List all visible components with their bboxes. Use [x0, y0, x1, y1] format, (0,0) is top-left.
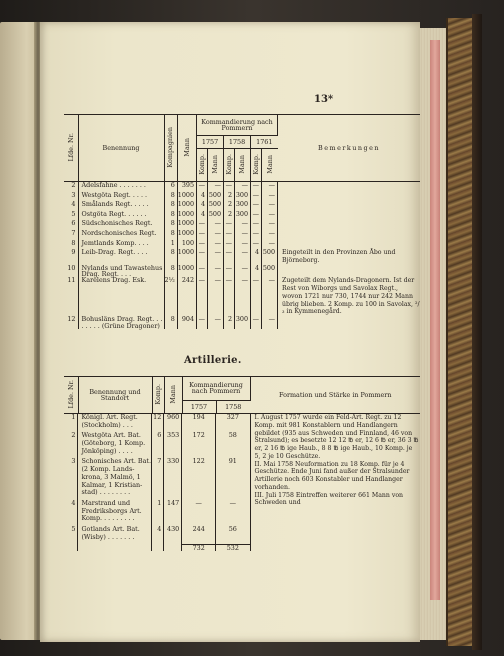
remark-paragraph: II. Mai 1758 Neuformation zu 18 Komp. für je 4 Geschütze. Ende Juni fand außer der Stralsunder Artillerie noch 603 Konstabler und Handlanger vorhanden. [254, 460, 410, 491]
cell-rem: Zugeteilt dem Nylands-Dragonern. Ist der Rest von Wiborgs und Savolax Regt., wovon 1721 nur 730, 1744 nur 242 Mann übrig blieben. 2 Komp. zu 100 in Savolax, ²/₃ in Kymmenegård. [282, 277, 420, 316]
cell-k57: — [197, 220, 208, 230]
cell-y58: — [229, 498, 236, 507]
cell-komp: 8 [164, 201, 177, 211]
header-name: Benennung und Standort [78, 377, 152, 414]
cell-mann: 904 [177, 316, 196, 329]
cell-komp: 12 [152, 414, 164, 432]
cell-nr: 2 [64, 432, 78, 458]
header-name: Benennung [78, 115, 164, 182]
cell-k58: 2 [224, 192, 235, 202]
cell-m61: — [262, 192, 278, 202]
cell-name: Adelsfahne . . . . . . . [78, 182, 164, 192]
cell-komp: 7 [152, 458, 164, 499]
cell-nr: 8 [64, 240, 78, 250]
table-row [64, 526, 250, 544]
empty-cell [164, 544, 182, 551]
cell-rem [278, 192, 420, 202]
cell-mann: 147 [164, 500, 182, 526]
cell-rem: Eingeteilt in den Provinzen Åbo und Björneborg. [282, 249, 396, 264]
totals-row [64, 544, 250, 551]
header-nr: Lfde. Nr. [64, 377, 78, 414]
artillery-rows-cell [64, 414, 250, 552]
artillery-remarks [250, 414, 420, 552]
cell-k61: — [251, 240, 262, 250]
header-year-1758: 1758 [224, 136, 251, 149]
cavalry-table [64, 114, 420, 329]
cell-nr: 1 [64, 414, 78, 432]
cell-name: Nylands und Tawastehus Drag. Regt. . . . [78, 265, 164, 278]
header-command-group: Kommandierung nach Pommern [197, 115, 278, 136]
cell-komp: 8 [164, 230, 177, 240]
cell-komp: 1 [152, 500, 164, 526]
table-row [64, 432, 250, 458]
cell-m57: — [208, 240, 224, 250]
cell-nr: 7 [64, 230, 78, 240]
artillery-rows [64, 414, 250, 551]
cell-k58: — [224, 277, 235, 316]
cell-m61: — [262, 220, 278, 230]
cell-mann: 353 [164, 432, 182, 458]
page-number: 13* [314, 94, 334, 105]
cell-nr: 5 [64, 526, 78, 544]
cell-komp: 2½ [164, 277, 177, 316]
cell-mann: 1000 [177, 265, 196, 278]
header-year-1757: 1757 [197, 136, 224, 149]
cell-mann: 1000 [177, 230, 196, 240]
cell-m57: — [208, 220, 224, 230]
header-nr: Lfde. Nr. [64, 115, 78, 182]
cell-mann: 330 [164, 458, 182, 499]
cell-m58: 300 [235, 211, 251, 221]
cell-m57: — [208, 182, 224, 192]
header-komp: Komp. [197, 149, 208, 182]
artillery-title: Artillerie. [184, 355, 242, 366]
cell-komp: 1 [164, 240, 177, 250]
cell-k58: 2 [224, 211, 235, 221]
cell-name: Ostgöta Regt. . . . . . [78, 211, 164, 221]
cell-m61: — [262, 182, 278, 192]
table-row [64, 414, 250, 432]
cell-komp: 6 [164, 182, 177, 192]
cell-name: Südschonisches Regt. [78, 220, 164, 230]
cell-y57: — [182, 500, 216, 526]
cell-k57: — [197, 277, 208, 316]
remark-paragraph: III. Juli 1758 Eintreffen weiterer 661 Mann von Schweden und [254, 491, 404, 507]
cell-m58: — [235, 230, 251, 240]
cell-komp: 8 [164, 211, 177, 221]
header-mann: Mann [235, 149, 251, 182]
header-year-1757: 1757 [182, 400, 216, 413]
cell-name: Leib-Drag. Regt. . . . [78, 249, 164, 265]
cell-nr: 3 [64, 458, 78, 499]
cell-y58: 56 [228, 524, 237, 533]
cell-k61: — [251, 220, 262, 230]
cell-nr: 10 [64, 265, 78, 278]
cell-k61: — [251, 201, 262, 211]
cell-k58: — [224, 230, 235, 240]
cell-mann: 100 [177, 240, 196, 250]
cell-m57: — [208, 316, 224, 329]
header-year-1761: 1761 [251, 136, 278, 149]
cell-k57: — [197, 249, 208, 265]
cover-edge [472, 14, 482, 650]
cell-mann: 1000 [177, 249, 196, 265]
cell-m57: — [208, 277, 224, 316]
header-year-1758: 1758 [216, 400, 250, 413]
cell-mann: 395 [177, 182, 196, 192]
cell-nr: 5 [64, 211, 78, 221]
artillery-rows-table [64, 414, 250, 551]
cell-m57: — [208, 230, 224, 240]
cell-k57: — [197, 265, 208, 278]
cell-name: Karelens Drag. Esk. [78, 277, 164, 316]
empty-cell [152, 544, 164, 551]
table-row [64, 500, 250, 526]
cell-rem [278, 201, 420, 211]
cell-nr: 12 [64, 316, 78, 329]
table-row [64, 458, 250, 499]
cell-k61: — [251, 277, 262, 316]
cell-m57: 500 [208, 201, 224, 211]
cell-mann: 430 [164, 526, 182, 544]
total-y57: 732 [182, 544, 216, 551]
cell-y57: 172 [182, 432, 216, 458]
cell-k57: — [197, 316, 208, 329]
cell-y58: 58 [228, 431, 237, 440]
cell-k58: — [224, 249, 235, 265]
header-mann: Mann [262, 149, 278, 182]
cell-k57: — [197, 182, 208, 192]
cell-k57: — [197, 230, 208, 240]
cell-m58: — [235, 220, 251, 230]
header-komp: Komp. [251, 149, 262, 182]
header-remarks: Bemerkungen [278, 115, 420, 182]
cell-k57: 4 [197, 192, 208, 202]
artillery-table [64, 376, 420, 551]
table-row [64, 249, 420, 265]
marbled-cover [446, 18, 474, 646]
cell-m58: 300 [235, 316, 251, 329]
cell-m61: 500 [262, 249, 278, 265]
cell-y57: 122 [182, 458, 216, 499]
table-row [64, 316, 420, 329]
cell-k61: — [251, 211, 262, 221]
cell-m61: — [262, 201, 278, 211]
cell-rem [278, 316, 420, 329]
cell-k58: 2 [224, 201, 235, 211]
cell-name: Schonisches Art. Bat. (2 Komp. Lands-krona, 3 Malmö, 1 Kalmar, 1 Kristian-stad) . . . . . . . . [78, 458, 152, 499]
cell-m58: — [235, 277, 251, 316]
cell-m58: — [235, 265, 251, 278]
cell-name: Jemtlands Komp. . . . [78, 240, 164, 250]
table-row [64, 277, 420, 316]
cell-m57: — [208, 265, 224, 278]
cell-komp: 8 [164, 265, 177, 278]
cell-mann: 960 [164, 414, 182, 432]
cell-mann: 1000 [177, 201, 196, 211]
cell-k61: — [251, 316, 262, 329]
cell-m61: — [262, 277, 278, 316]
cell-nr: 11 [64, 277, 78, 316]
cell-rem [278, 240, 420, 250]
cell-mann: 1000 [177, 192, 196, 202]
cell-k57: — [197, 240, 208, 250]
cell-k58: — [224, 220, 235, 230]
cell-komp: 8 [164, 316, 177, 329]
cell-komp: 6 [152, 432, 164, 458]
remark-paragraph: I. August 1757 wurde ein Feld-Art. Regt. zu 12 Komp. mit 981 Konstablern und Handlangern gebildet (935 aus Schweden und Finnland, 46 von Stralsund); es besetzte 12 12 ℔ er, 12 6 ℔ er, 36 3 ℔ er, 2 16 ℔ ige Haub., 8 8 ℔ ige Haub., 10 Komp. je 5, 2 je 10 Geschütze. [254, 414, 419, 460]
cell-m57: — [208, 249, 224, 265]
cell-m58: 300 [235, 192, 251, 202]
cell-mann: 1000 [177, 211, 196, 221]
cell-mann: 1000 [177, 220, 196, 230]
header-komp: Komp. [152, 377, 164, 414]
cell-k61: 4 [251, 265, 262, 278]
cell-m58: 300 [235, 201, 251, 211]
cell-m61: — [262, 240, 278, 250]
cell-komp: 4 [152, 526, 164, 544]
cell-y57: 244 [182, 526, 216, 544]
cell-komp: 8 [164, 192, 177, 202]
header-mann: Mann [164, 377, 182, 414]
empty-cell [78, 544, 152, 551]
header-men: Mann [177, 115, 196, 182]
cell-name: Smålands Regt. . . . . [78, 201, 164, 211]
left-page-edge [0, 22, 38, 640]
cell-rem [278, 230, 420, 240]
cell-nr: 6 [64, 220, 78, 230]
cell-k58: — [224, 182, 235, 192]
cell-name: Bohusläns Drag. Regt. . . . . . . . (Grüne Dragoner) [78, 316, 164, 329]
cell-name: Westgöta Regt. . . . . [78, 192, 164, 202]
cell-nr: 4 [64, 201, 78, 211]
cell-name: Königl. Art. Regt. (Stockholm) . . . [78, 414, 152, 432]
cell-mann: 242 [177, 277, 196, 316]
cell-y58: 327 [226, 413, 239, 421]
cell-name: Westgöta Art. Bat. (Göteborg, 1 Komp. Jönköping) . . . . [78, 432, 152, 458]
cell-m57: 500 [208, 192, 224, 202]
header-command-group: Kommandierung nach Pommern [182, 377, 250, 401]
red-page-edge [430, 40, 440, 600]
cell-k61: — [251, 230, 262, 240]
cell-m61: — [262, 211, 278, 221]
cell-k61: 4 [251, 249, 262, 265]
cell-komp: 8 [164, 249, 177, 265]
cell-komp: 8 [164, 220, 177, 230]
cell-m57: 500 [208, 211, 224, 221]
cell-nr: 3 [64, 192, 78, 202]
cell-k58: 2 [224, 316, 235, 329]
cell-y58: 91 [228, 457, 237, 466]
cell-y57: 194 [182, 414, 216, 432]
header-komp: Komp. [224, 149, 235, 182]
cell-m61: — [262, 230, 278, 240]
cell-nr: 4 [64, 500, 78, 526]
cell-name: Marstrand und Fredriksborgs Art. Komp. . . . . . . . . [78, 500, 152, 526]
cell-k58: — [224, 240, 235, 250]
cell-m61: — [262, 316, 278, 329]
cell-name: Gotlands Art. Bat. (Wisby) . . . . . . . [78, 526, 152, 544]
cell-m58: — [235, 240, 251, 250]
cell-rem [278, 220, 420, 230]
cell-nr: 9 [64, 249, 78, 265]
cell-k57: 4 [197, 211, 208, 221]
header-mann: Mann [208, 149, 224, 182]
total-y58: 532 [216, 544, 250, 551]
cell-rem [278, 265, 420, 278]
cavalry-rows [64, 182, 420, 330]
header-remarks: Formation und Stärke in Pommern [250, 377, 420, 414]
cell-k61: — [251, 192, 262, 202]
cell-rem [278, 182, 420, 192]
cell-name: Nordschonisches Regt. [78, 230, 164, 240]
cell-nr: 2 [64, 182, 78, 192]
header-companies: Kompagnien [164, 115, 177, 182]
cell-m58: — [235, 182, 251, 192]
cell-m58: — [235, 249, 251, 265]
cell-rem [278, 211, 420, 221]
empty-cell [64, 544, 78, 551]
cell-k61: — [251, 182, 262, 192]
cell-k57: 4 [197, 201, 208, 211]
cell-m61: 500 [262, 265, 278, 278]
cell-k58: — [224, 265, 235, 278]
